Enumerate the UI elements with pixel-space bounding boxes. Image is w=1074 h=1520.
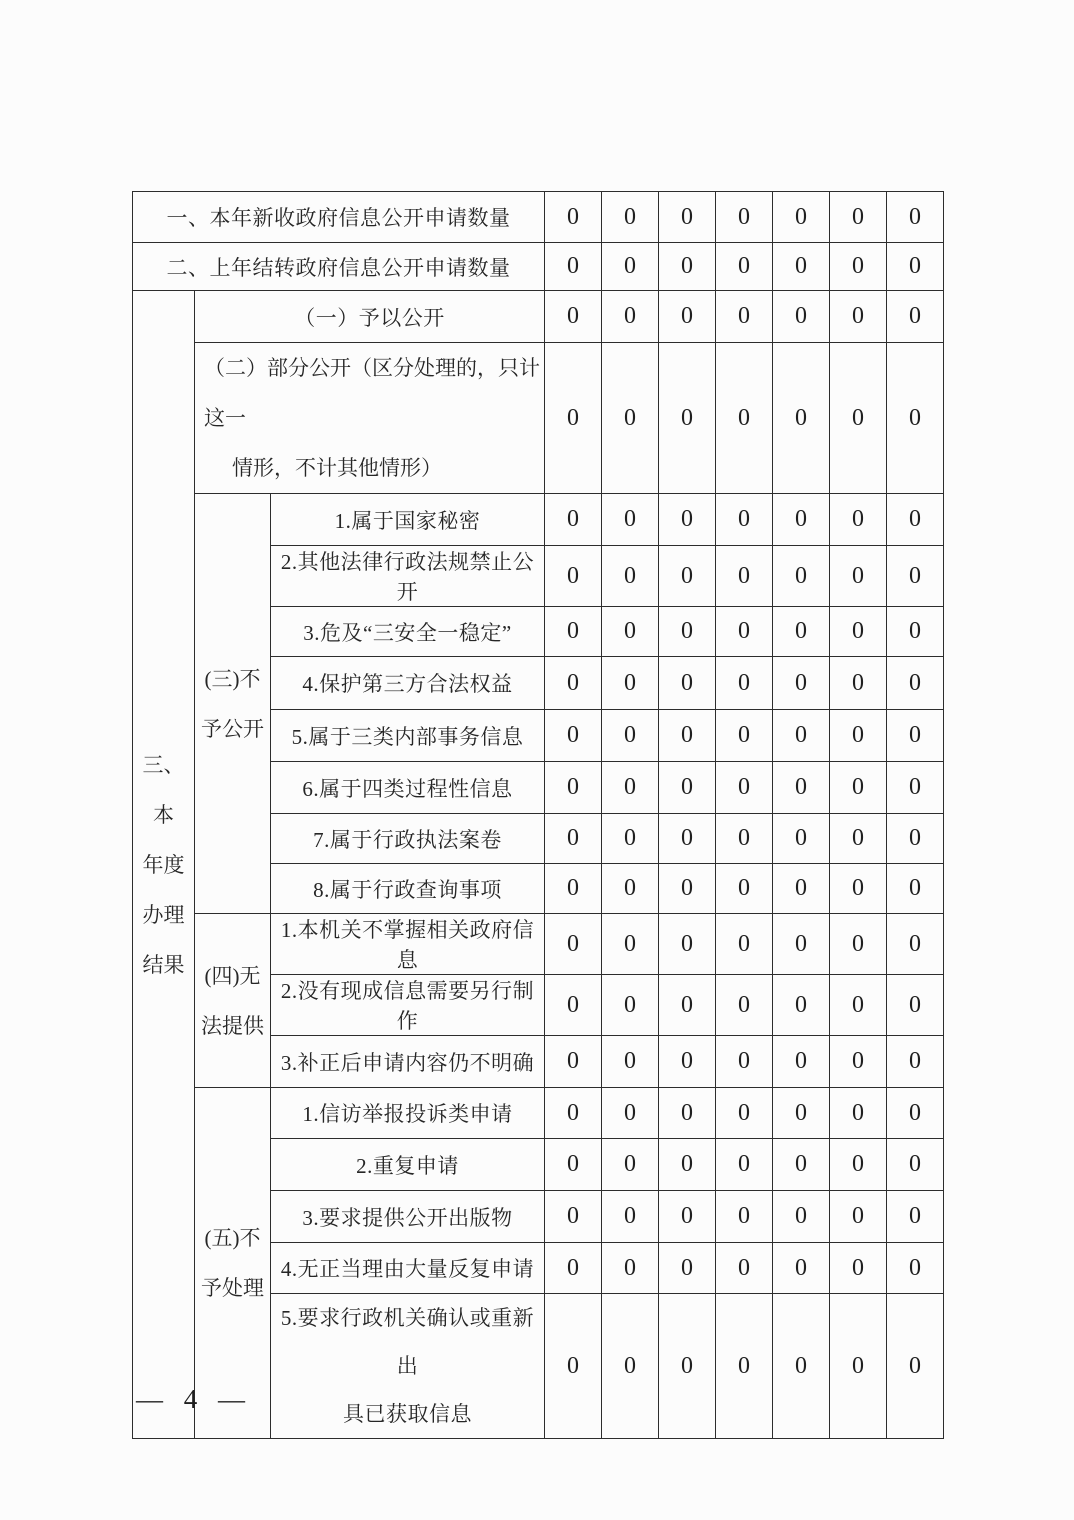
group-label-line: 法提供 [201,1013,264,1038]
value-cell: 0 [887,710,944,762]
value-cell: 0 [830,864,887,914]
value-cell: 0 [602,975,659,1036]
value-cell: 0 [830,975,887,1036]
value-cell: 0 [716,1139,773,1191]
value-cell: 0 [545,657,602,710]
value-cell: 0 [545,1036,602,1088]
value-cell: 0 [659,1036,716,1088]
value-cell: 0 [773,343,830,494]
value-cell: 0 [830,546,887,607]
row-label: 3.补正后申请内容仍不明确 [271,1036,545,1088]
value-cell: 0 [602,1243,659,1294]
value-cell: 0 [659,1191,716,1243]
value-cell: 0 [830,243,887,291]
value-cell: 0 [602,657,659,710]
value-cell: 0 [602,494,659,546]
value-cell: 0 [545,1191,602,1243]
value-cell: 0 [773,291,830,343]
value-cell: 0 [545,814,602,864]
value-cell: 0 [602,914,659,975]
value-cell: 0 [716,1294,773,1439]
value-cell: 0 [887,1294,944,1439]
value-cell: 0 [545,975,602,1036]
disclosure-report-table [132,191,944,1439]
value-cell: 0 [545,914,602,975]
value-cell: 0 [659,1139,716,1191]
value-cell: 0 [830,343,887,494]
row-label: 3.危及“三安全一稳定” [271,607,545,657]
value-cell: 0 [830,291,887,343]
row-label: 5.属于三类内部事务信息 [271,710,545,762]
value-cell: 0 [773,1088,830,1139]
value-cell: 0 [659,494,716,546]
value-cell: 0 [602,343,659,494]
value-cell: 0 [659,1294,716,1439]
value-cell: 0 [602,1036,659,1088]
row-label: 1.本机关不掌握相关政府信息 [271,914,545,975]
value-cell: 0 [716,814,773,864]
row-label: 2.没有现成信息需要另行制作 [271,975,545,1036]
value-cell: 0 [887,814,944,864]
value-cell: 0 [887,291,944,343]
value-cell: 0 [602,1088,659,1139]
value-cell: 0 [830,1294,887,1439]
footer-page-number: — 4 — [136,1384,252,1414]
value-cell: 0 [773,657,830,710]
value-cell: 0 [659,864,716,914]
value-cell: 0 [773,546,830,607]
row-label: 2.重复申请 [271,1139,545,1191]
row-label-line: 具已获取信息 [343,1402,472,1426]
row-label: 2.其他法律行政法规禁止公开 [271,546,545,607]
value-cell: 0 [545,494,602,546]
value-cell: 0 [602,607,659,657]
value-cell: 0 [716,657,773,710]
value-cell: 0 [659,243,716,291]
value-cell: 0 [716,494,773,546]
row-label: （一）予以公开 [195,291,545,343]
value-cell: 0 [602,814,659,864]
value-cell: 0 [716,864,773,914]
value-cell: 0 [830,1088,887,1139]
table-row [133,291,944,343]
row-label: 7.属于行政执法案卷 [271,814,545,864]
value-cell: 0 [659,546,716,607]
section-label-line: 三、本 [142,752,185,827]
value-cell: 0 [887,1243,944,1294]
group-label-cell [195,914,271,1088]
value-cell: 0 [659,1088,716,1139]
value-cell: 0 [830,710,887,762]
value-cell: 0 [773,1243,830,1294]
value-cell: 0 [545,1139,602,1191]
value-cell: 0 [716,192,773,243]
row-label-line: 5.要求行政机关确认或重新出 [280,1306,535,1378]
value-cell: 0 [887,914,944,975]
value-cell: 0 [602,243,659,291]
value-cell: 0 [887,1139,944,1191]
value-cell: 0 [545,710,602,762]
row-label-line: 情形，不计其他情形） [232,456,442,480]
value-cell: 0 [830,762,887,814]
row-label [271,1294,545,1439]
value-cell: 0 [545,243,602,291]
value-cell: 0 [659,762,716,814]
section-label-line: 办理 [142,902,185,927]
value-cell: 0 [773,975,830,1036]
group-label-line: 予处理 [201,1276,264,1300]
value-cell: 0 [887,494,944,546]
value-cell: 0 [545,291,602,343]
value-cell: 0 [602,762,659,814]
row-label: 4.保护第三方合法权益 [271,657,545,710]
value-cell: 0 [773,762,830,814]
table-row [133,914,944,975]
value-cell: 0 [773,1294,830,1439]
value-cell: 0 [773,192,830,243]
value-cell: 0 [773,1036,830,1088]
value-cell: 0 [659,814,716,864]
value-cell: 0 [602,192,659,243]
value-cell: 0 [716,291,773,343]
value-cell: 0 [716,710,773,762]
value-cell: 0 [773,1139,830,1191]
value-cell: 0 [830,814,887,864]
section-label-cell [133,291,195,1439]
row-label: 二、上年结转政府信息公开申请数量 [133,243,545,291]
value-cell: 0 [887,657,944,710]
value-cell: 0 [887,762,944,814]
value-cell: 0 [659,291,716,343]
value-cell: 0 [887,343,944,494]
value-cell: 0 [602,1191,659,1243]
row-label [195,343,545,494]
row-label: 6.属于四类过程性信息 [271,762,545,814]
value-cell: 0 [545,192,602,243]
group-label-line: (三)不 [204,666,261,691]
group-label-cell [195,494,271,914]
row-label: 8.属于行政查询事项 [271,864,545,914]
value-cell: 0 [545,546,602,607]
value-cell: 0 [887,1191,944,1243]
value-cell: 0 [773,864,830,914]
value-cell: 0 [545,1243,602,1294]
value-cell: 0 [602,1139,659,1191]
group-label-line: (四)无 [204,963,261,988]
table-row [133,343,944,494]
value-cell: 0 [545,864,602,914]
value-cell: 0 [887,1036,944,1088]
value-cell: 0 [545,1088,602,1139]
value-cell: 0 [602,291,659,343]
row-label: 3.要求提供公开出版物 [271,1191,545,1243]
group-label-line: 予公开 [201,716,264,741]
value-cell: 0 [773,494,830,546]
value-cell: 0 [602,1294,659,1439]
value-cell: 0 [545,607,602,657]
value-cell: 0 [830,607,887,657]
value-cell: 0 [545,762,602,814]
value-cell: 0 [602,864,659,914]
value-cell: 0 [830,1243,887,1294]
value-cell: 0 [659,192,716,243]
table-row [133,1088,944,1139]
section-label-line: 结果 [142,952,185,977]
value-cell: 0 [716,243,773,291]
value-cell: 0 [887,864,944,914]
value-cell: 0 [716,1243,773,1294]
row-label: 4.无正当理由大量反复申请 [271,1243,545,1294]
value-cell: 0 [773,710,830,762]
group-label-line: (五)不 [204,1226,261,1250]
value-cell: 0 [716,1088,773,1139]
value-cell: 0 [716,762,773,814]
section-label-line: 年度 [142,852,185,877]
value-cell: 0 [773,607,830,657]
value-cell: 0 [716,546,773,607]
value-cell: 0 [887,192,944,243]
value-cell: 0 [887,607,944,657]
value-cell: 0 [716,914,773,975]
value-cell: 0 [830,1191,887,1243]
value-cell: 0 [773,914,830,975]
value-cell: 0 [830,192,887,243]
value-cell: 0 [659,914,716,975]
value-cell: 0 [773,814,830,864]
value-cell: 0 [545,1294,602,1439]
value-cell: 0 [830,494,887,546]
row-label: 一、本年新收政府信息公开申请数量 [133,192,545,243]
value-cell: 0 [887,975,944,1036]
value-cell: 0 [659,710,716,762]
value-cell: 0 [887,1088,944,1139]
value-cell: 0 [830,1036,887,1088]
value-cell: 0 [830,1139,887,1191]
value-cell: 0 [659,343,716,494]
table-row [133,192,944,243]
row-label: 1.属于国家秘密 [271,494,545,546]
value-cell: 0 [830,657,887,710]
value-cell: 0 [716,607,773,657]
value-cell: 0 [716,1191,773,1243]
value-cell: 0 [602,546,659,607]
value-cell: 0 [716,343,773,494]
value-cell: 0 [602,710,659,762]
row-label: 1.信访举报投诉类申请 [271,1088,545,1139]
value-cell: 0 [773,243,830,291]
value-cell: 0 [716,975,773,1036]
value-cell: 0 [830,914,887,975]
value-cell: 0 [887,546,944,607]
row-label-line: （二）部分公开（区分处理的，只计这一 [204,356,540,430]
value-cell: 0 [659,607,716,657]
value-cell: 0 [659,657,716,710]
value-cell: 0 [716,1036,773,1088]
table-row [133,494,944,546]
table-row [133,243,944,291]
value-cell: 0 [659,1243,716,1294]
value-cell: 0 [659,975,716,1036]
value-cell: 0 [773,1191,830,1243]
value-cell: 0 [887,243,944,291]
value-cell: 0 [545,343,602,494]
